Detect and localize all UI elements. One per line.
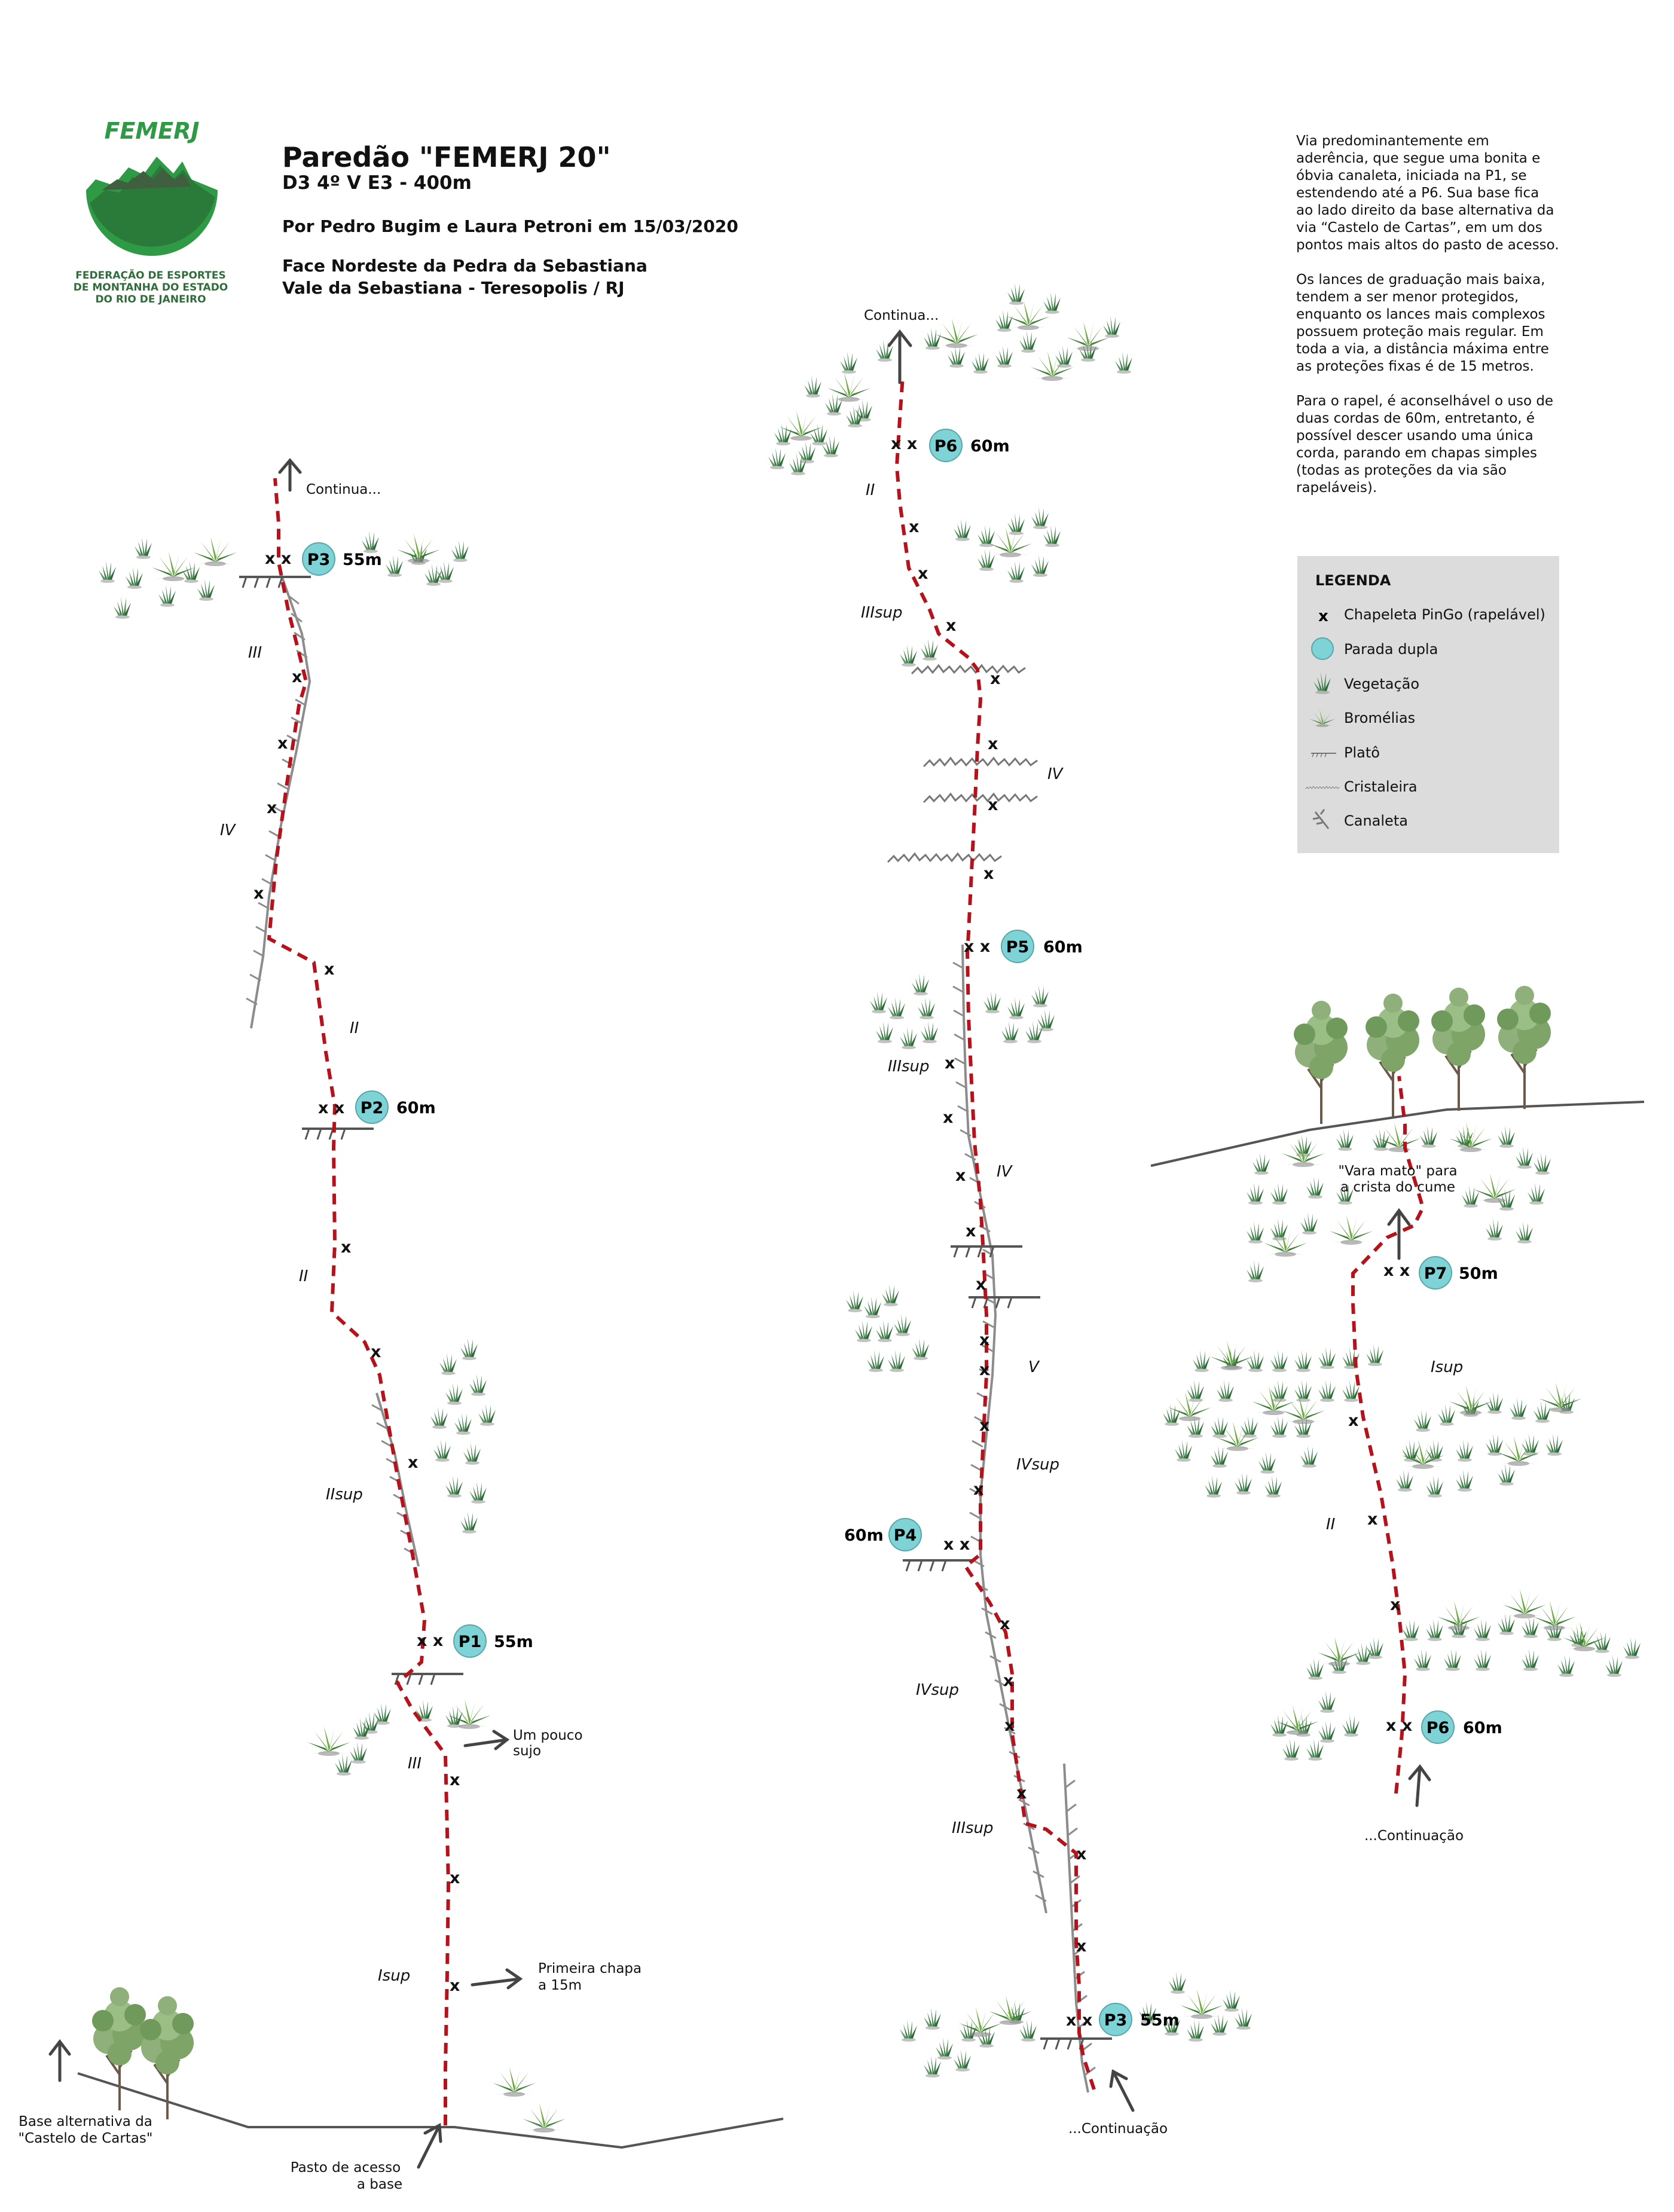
bolt: x [1348,1411,1359,1430]
bolts [253,518,1400,1995]
legend-icons [1306,607,1340,829]
note-bush: "Vara mato" para [1338,1163,1458,1179]
continuation-arrow-1 [1111,2072,1133,2110]
grade-label: IIsup [326,1486,363,1504]
grade-label: II [1326,1516,1336,1533]
note-dirty: Um pouco [513,1728,583,1743]
grade-label: III [248,644,262,662]
legend-label-bolt: Chapeleta PinGo (rapelável) [1344,606,1545,623]
station-label: P1 [458,1633,482,1651]
vegetation-icon [1313,672,1331,694]
station-p7 [1419,1257,1498,1289]
description-paragraph: Via predominantemente em aderência, que segue uma bonita e óbvia canaleta, iniciada na P1, se estendendo até a P6. Sua base fica ao lado direito da base alternativa da via “Castelo de Cartas”, em um dos pontos mais altos do pasto de acesso. [1296,133,1559,253]
bolt: x [945,1054,955,1073]
bolt: x [267,799,277,817]
grade-label: IIIsup [888,1058,930,1076]
station-p6-col3 [1422,1711,1502,1743]
double-bolt: x x [964,937,991,956]
bolt: x [1076,1937,1087,1956]
legend-label-ledge: Platô [1344,744,1380,761]
bolt: x [371,1343,381,1361]
route-authors: Por Pedro Bugim e Laura Petroni em 15/03/2020 [282,216,738,236]
grade-label: IVsup [1016,1456,1059,1474]
bolt: x [990,670,1001,688]
bolt: x [450,1976,460,1995]
femerj-logo [86,84,218,256]
station-label: P4 [893,1526,917,1545]
continue-arrow-1 [280,460,300,490]
station-p1 [454,1625,533,1657]
bolt: x [341,1238,352,1257]
station-p3-col1 [303,543,382,575]
bromeliad-icon [1309,710,1335,727]
page-title: Paredão "FEMERJ 20" [282,141,611,173]
grade-label: IVsup [916,1681,959,1699]
note-bush: a crista do cume [1340,1180,1456,1195]
station-p2 [356,1091,436,1123]
bolt: x [292,668,303,686]
bolt-icon: x [1318,607,1328,625]
note-first-bolt: Primeira chapa [538,1961,642,1976]
route-grade: D3 4º V E3 - 400m [282,172,472,194]
grade-label: IIIsup [861,604,903,622]
continue-arrow-2 [889,332,911,383]
bolt: x [946,616,957,635]
double-bolts [265,435,1412,2030]
groove-icon [1313,809,1328,829]
station-label: P5 [1006,938,1030,957]
bolt: x [1076,1845,1087,1863]
logo-text: FEMERJ [104,118,200,144]
double-bolt: x x [1066,2011,1093,2030]
bolt: x [979,1416,990,1435]
first-bolt-arrow [472,1970,520,1988]
station-label: P2 [360,1099,384,1117]
alt-base-arrow [50,2042,69,2080]
bolt: x [988,796,998,814]
grade-label: V [1028,1358,1039,1376]
bolt: x [955,1166,966,1185]
bolt: x [1003,1672,1014,1690]
stations [303,429,1502,2036]
station-length: 60m [970,437,1010,456]
grade-label: Isup [1431,1358,1464,1376]
tree [1497,986,1551,1109]
note-alt-base: Base alternativa da [19,2114,152,2129]
station-label: P7 [1423,1264,1447,1283]
grade-label: Isup [378,1967,411,1985]
tree [140,1996,194,2119]
dirty-note-arrow [465,1731,507,1749]
bolt: x [918,564,928,583]
grade-label: III [408,1755,422,1773]
station-length: 55m [494,1633,533,1651]
grade-label: II [350,1019,359,1037]
station-length: 55m [343,551,382,569]
note-continuation: ...Continuação [1068,2121,1168,2137]
bolt: x [966,1222,976,1241]
groove-ticks [246,595,1095,2074]
bolt: x [943,1108,954,1127]
crystal-icon [1306,786,1340,789]
legend-label-bromeliad: Bromélias [1344,710,1416,726]
bolt: x [1016,1784,1027,1802]
note-continuation: ...Continuação [1364,1828,1464,1844]
bolt: x [450,1771,460,1789]
tree [1431,988,1485,1111]
tree [1294,1001,1348,1124]
double-bolt: x x [943,1535,970,1554]
bolt: x [979,1361,990,1379]
description-paragraph: Os lances de graduação mais baixa, tendem a ser menor protegidos, enquanto os lances mais complexos possuem proteção mais regular. Em toda a via, a distância máxima entre as proteções fixas é de 15 metros. [1296,272,1549,374]
note-continue: Continua... [306,482,381,497]
station-p6-col2 [930,429,1010,462]
bolt: x [909,518,920,536]
arrows [50,332,1429,2167]
route-face: Face Nordeste da Pedra da Sebastiana [282,256,647,276]
notes [18,308,1464,2192]
station-label: P6 [934,437,958,456]
ground-line-base [78,2073,783,2147]
grade-label: IV [1047,765,1063,783]
station-length: 50m [1459,1264,1498,1283]
bolt: x [1367,1510,1378,1529]
bolt: x [408,1453,418,1472]
grade-label: IIIsup [952,1819,994,1837]
station-length: 55m [1140,2011,1180,2030]
logo-caption-line: FEDERAÇÃO DE ESPORTES [75,270,226,282]
note-dirty: sujo [513,1743,542,1759]
route-location: Vale da Sebastiana - Teresopolis / RJ [282,278,625,298]
trees-base [92,1987,194,2119]
legend-label-vegetation: Vegetação [1344,676,1420,692]
double-bolt: x x [1386,1716,1413,1735]
grooves [251,574,1088,2092]
bolt: x [983,864,994,883]
bolt: x [1004,1716,1015,1735]
legend-title: LEGENDA [1315,572,1391,589]
tree [1366,994,1419,1117]
logo-caption-line: DO RIO DE JANEIRO [95,294,206,305]
station-label: P3 [307,551,331,569]
logo-caption-line: DE MONTANHA DO ESTADO [73,282,228,294]
continuation-arrow-2 [1410,1767,1429,1805]
station-length: 60m [844,1526,884,1545]
bolt: x [1390,1596,1401,1614]
station-p5 [1001,930,1083,963]
trees-summit [1294,986,1551,1124]
station-length: 60m [1463,1719,1502,1737]
bolt: x [988,735,998,753]
bolt: x [450,1869,460,1887]
bolt: x [976,1275,986,1294]
double-bolt: x x [891,435,918,453]
bolt: x [324,960,335,979]
grade-label: II [866,481,875,499]
station-p4 [844,1519,921,1551]
bolt: x [253,884,264,903]
bolt: x [277,734,288,753]
station-label: P3 [1104,2011,1128,2030]
legend-label-station: Parada dupla [1344,641,1438,658]
legend-label-crystal: Cristaleira [1344,778,1418,795]
note-access: Pasto de acesso [290,2160,401,2176]
bolt: x [973,1480,984,1499]
note-alt-base: "Castelo de Cartas" [18,2131,153,2146]
route-lines [269,377,1423,2125]
grade-label: II [299,1267,308,1285]
note-continue: Continua... [864,308,939,323]
description-paragraph: Para o rapel, é aconselhável o uso de duas cordas de 60m, entretanto, é possível descer usando uma única corda, parando em chapas simples (todas as proteções da via são rapeláveis). [1296,393,1554,496]
double-bolt: x x [265,549,292,568]
grade-label: IV [997,1163,1012,1181]
bolt: x [1000,1615,1010,1633]
crystals [888,665,1037,862]
note-first-bolt: a 15m [538,1978,582,1993]
double-bolt: x x [318,1099,345,1117]
station-label: P6 [1426,1719,1450,1737]
double-bolt: x x [1383,1261,1410,1280]
grade-label: IV [220,821,236,839]
ledge-icon [1311,753,1336,757]
bolt: x [979,1331,990,1349]
belay-station-icon [1312,638,1333,659]
double-bolt: x x [417,1631,444,1650]
access-arrow [418,2125,441,2167]
station-length: 60m [1043,938,1083,957]
station-length: 60m [396,1099,436,1117]
legend-label-groove: Canaleta [1344,812,1408,829]
ground-line-summit [1151,1102,1644,1166]
note-access: a base [356,2177,403,2192]
